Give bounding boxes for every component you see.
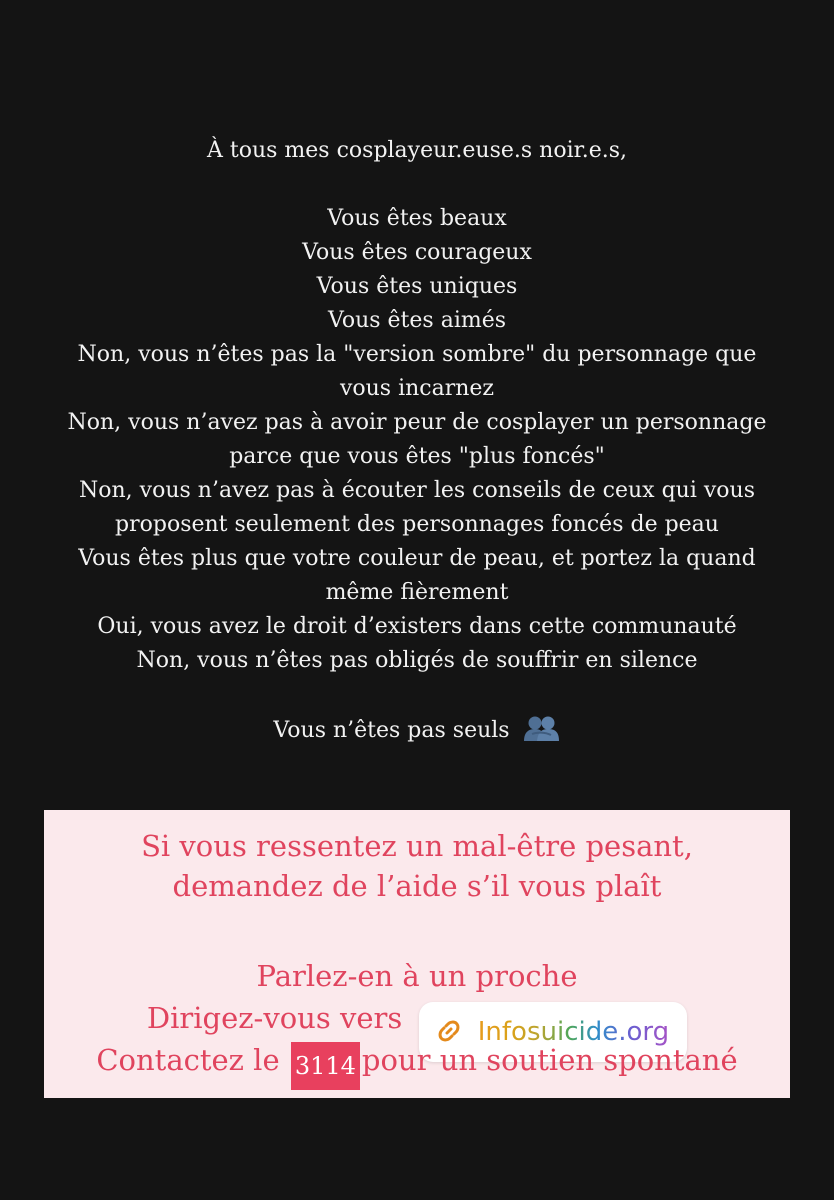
- message-line: même fièrement: [325, 580, 509, 605]
- message-line: Vous êtes aimés: [327, 308, 507, 333]
- message-line: Non, vous n’avez pas à écouter les conseils de ceux qui vous: [79, 478, 755, 503]
- message-line: vous incarnez: [339, 376, 495, 401]
- help-panel: [44, 810, 790, 1098]
- help-line: Si vous ressentez un mal-être pesant,: [141, 829, 693, 863]
- help-line-contact: [44, 1040, 790, 1090]
- message-line: Vous êtes beaux: [327, 206, 507, 231]
- link-label: Infosuicide.org: [477, 1017, 670, 1047]
- help-line: Parlez-en à un proche: [256, 959, 578, 993]
- message-line: Oui, vous avez le droit d’existers dans cette communauté: [97, 614, 737, 639]
- message-block: [0, 134, 834, 678]
- message-line: Vous êtes courageux: [302, 240, 532, 265]
- link-icon: [435, 1007, 463, 1035]
- spacer: [0, 168, 834, 202]
- message-line: Non, vous n’êtes pas la "version sombre" du personnage que: [77, 342, 757, 367]
- closing-text: Vous n’êtes pas seuls: [273, 718, 510, 743]
- contact-prefix: Contactez le: [96, 1043, 280, 1077]
- message-line: Non, vous n’avez pas à avoir peur de cosplayer un personnage: [67, 410, 767, 435]
- message-line: Vous êtes plus que votre couleur de peau, et portez la quand: [78, 546, 756, 571]
- phone-number-badge[interactable]: 3114: [291, 1042, 360, 1090]
- message-line: parce que vous êtes "plus foncés": [229, 444, 605, 469]
- message-line: proposent seulement des personnages foncés de peau: [115, 512, 719, 537]
- message-line: Vous êtes uniques: [316, 274, 518, 299]
- message-line: Non, vous n’êtes pas obligés de souffrir en silence: [136, 648, 698, 673]
- greeting-text: À tous mes cosplayeur.euse.s noir.e.s,: [207, 138, 627, 163]
- closing-line: [0, 714, 834, 748]
- help-line-prefix: Dirigez-vous vers: [146, 1001, 403, 1035]
- help-line: demandez de l’aide s’il vous plaît: [172, 869, 662, 903]
- contact-suffix: pour un soutien spontané: [361, 1043, 738, 1077]
- people-hugging-icon: [521, 714, 561, 742]
